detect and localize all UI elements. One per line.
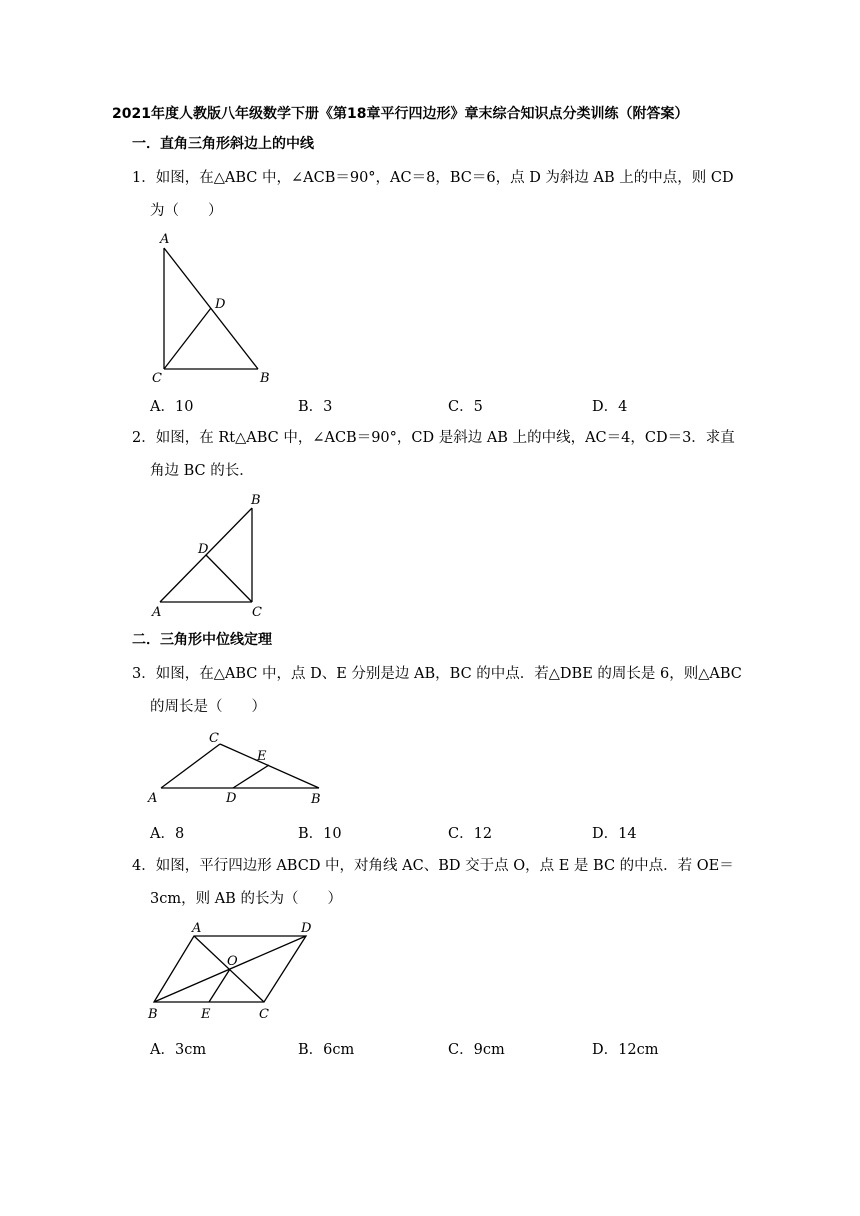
q3-label-e: E — [257, 749, 267, 764]
q3-side-ac — [161, 744, 220, 788]
q4-label-e: E — [201, 1007, 211, 1022]
q4-option-c[interactable]: C．9cm — [448, 1042, 505, 1058]
q3-label-a: A — [148, 791, 158, 806]
q2-line1: 2．如图，在 Rt△ABC 中，∠ACB＝90°，CD 是斜边 AB 上的中线，AC＝4，CD＝3．求直 — [132, 430, 735, 446]
q4-line2: 3cm，则 AB 的长为（ ） — [150, 891, 342, 907]
q1-label-d: D — [215, 297, 226, 312]
q4-figure — [145, 918, 330, 1028]
q1-option-b[interactable]: B．3 — [298, 399, 333, 415]
q1-label-b: B — [260, 371, 270, 386]
q3-midline-de — [233, 765, 269, 788]
q4-option-d[interactable]: D．12cm — [592, 1042, 659, 1058]
q3-line1: 3．如图，在△ABC 中，点 D、E 分别是边 AB，BC 的中点．若△DBE 的周长是 6，则△ABC — [132, 666, 742, 682]
q3-side-cb — [220, 744, 319, 788]
q3-option-d[interactable]: D．14 — [592, 826, 637, 842]
q2-line2: 角边 BC 的长． — [150, 463, 254, 479]
q3-option-b[interactable]: B．10 — [298, 826, 342, 842]
q4-label-c: C — [259, 1007, 269, 1022]
q2-figure — [148, 490, 278, 620]
q3-option-a[interactable]: A．8 — [150, 826, 185, 842]
q4-option-b[interactable]: B．6cm — [298, 1042, 355, 1058]
q1-option-a[interactable]: A．10 — [150, 399, 194, 415]
q3-label-c: C — [209, 731, 219, 746]
q1-median-cd — [164, 308, 211, 369]
q2-label-b: B — [251, 493, 261, 508]
q4-label-a: A — [192, 921, 202, 936]
q2-label-d: D — [198, 542, 209, 557]
q3-option-c[interactable]: C．12 — [448, 826, 493, 842]
q2-label-a: A — [152, 605, 162, 620]
q2-label-c: C — [252, 605, 262, 620]
q3-line2: 的周长是（ ） — [150, 699, 266, 715]
q4-label-o: O — [227, 954, 238, 969]
q1-option-d[interactable]: D．4 — [592, 399, 628, 415]
q1-line1: 1．如图，在△ABC 中，∠ACB＝90°，AC＝8，BC＝6，点 D 为斜边 AB 上的中点，则 CD — [132, 170, 734, 186]
q4-label-b: B — [148, 1007, 158, 1022]
section-heading-1: 一．直角三角形斜边上的中线 — [132, 136, 314, 152]
q4-label-d: D — [301, 921, 312, 936]
q3-figure — [145, 728, 335, 808]
document-title: 2021年度人教版八年级数学下册《第18章平行四边形》章末综合知识点分类训练（附答案） — [112, 106, 689, 122]
q2-median-cd — [206, 555, 252, 602]
q1-label-a: A — [160, 232, 170, 247]
q4-option-a[interactable]: A．3cm — [150, 1042, 207, 1058]
q1-option-c[interactable]: C．5 — [448, 399, 483, 415]
q3-label-b: B — [311, 792, 321, 807]
q1-figure — [150, 228, 280, 388]
q1-label-c: C — [152, 371, 162, 386]
section-heading-2: 二．三角形中位线定理 — [132, 632, 272, 648]
q1-line2: 为（ ） — [150, 203, 223, 219]
q4-line1: 4．如图，平行四边形 ABCD 中，对角线 AC、BD 交于点 O，点 E 是 BC 的中点．若 OE＝ — [132, 858, 734, 874]
q3-label-d: D — [226, 791, 237, 806]
